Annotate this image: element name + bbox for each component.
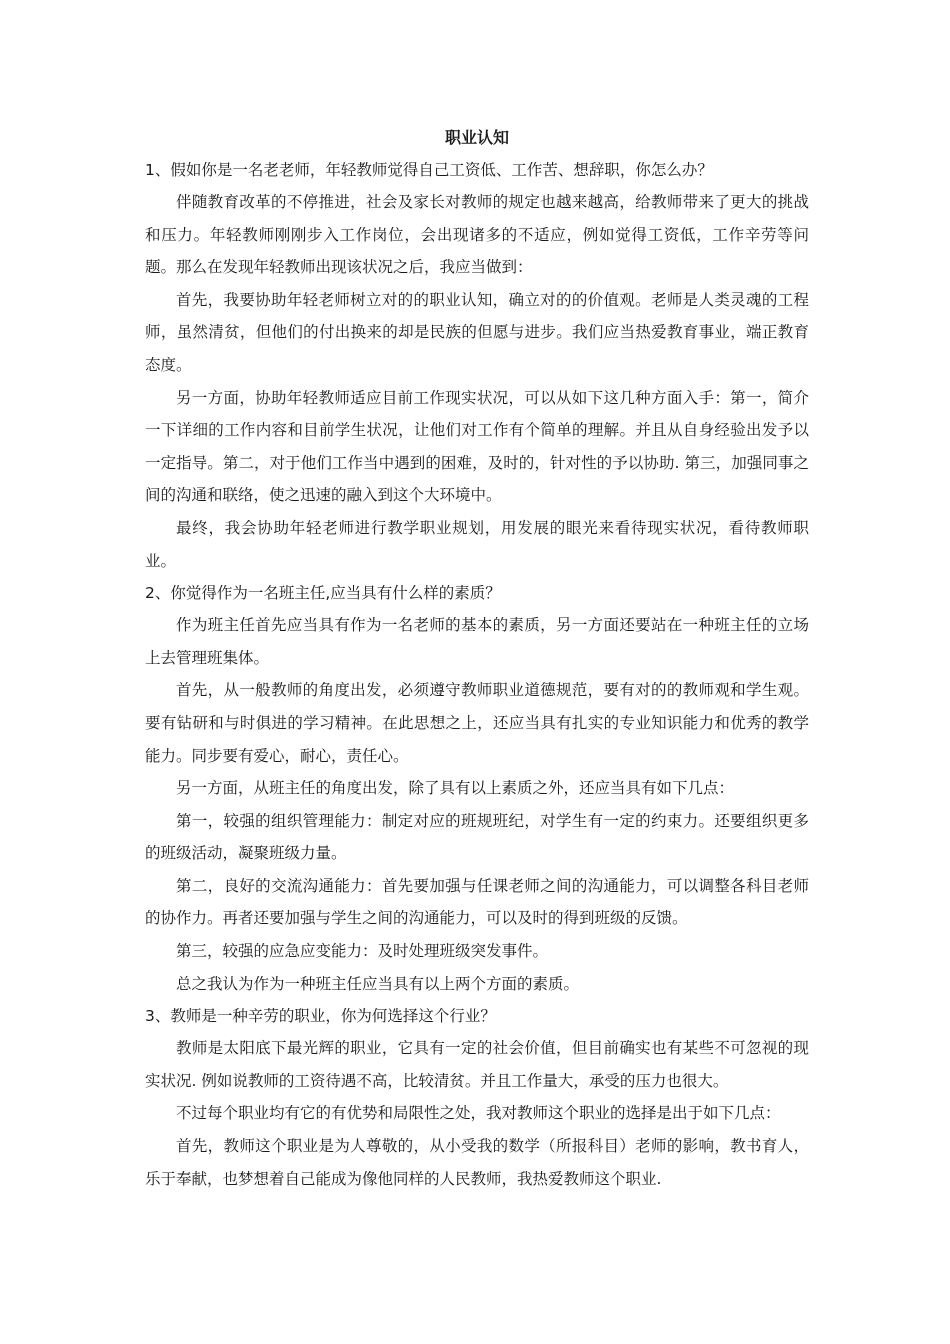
section-3 xyxy=(145,1000,809,1195)
paragraph: 第二，良好的交流沟通能力：首先要加强与任课老师之间的沟通能力，可以调整各科目老师的协作力。再者还要加强与学生之间的沟通能力，可以及时的得到班级的反馈。 xyxy=(145,876,809,928)
question-1: 1、假如你是一名老老师，年轻教师觉得自己工资低、工作苦、想辞职，你怎么办？ xyxy=(145,161,713,179)
paragraph: 另一方面，从班主任的角度出发，除了具有以上素质之外，还应当具有如下几点： xyxy=(176,779,735,798)
paragraph: 不过每个职业均有它的有优势和局限性之处，我对教师这个职业的选择是出于如下几点： xyxy=(176,1104,781,1123)
paragraph: 首先，从一般教师的角度出发，必须遵守教师职业道德规范，要有对的的教师观和学生观。要有钻研和与时俱进的学习精神。在此思想之上，还应当具有扎实的专业知识能力和优秀的教学能力。同步要有爱心，耐心，责任心。 xyxy=(145,681,809,765)
paragraph: 第一，较强的组织管理能力：制定对应的班规班纪，对学生有一定的约束力。还要组织更多的班级活动，凝聚班级力量。 xyxy=(145,811,809,863)
paragraph: 作为班主任首先应当具有作为一名老师的基本的素质，另一方面还要站在一种班主任的立场上去管理班集体。 xyxy=(145,616,809,667)
paragraph: 首先，教师这个职业是为人尊敬的，从小受我的数学（所报科目）老师的影响，教书育人，乐于奉献，也梦想着自己能成为像他同样的人民教师，我热爱教师这个职业. xyxy=(145,1137,809,1188)
paragraph: 教师是太阳底下最光辉的职业，它具有一定的社会价值，但目前确实也有某些不可忽视的现实状况. 例如说教师的工资待遇不高，比较清贫。并且工作量大，承受的压力也很大。 xyxy=(145,1039,809,1090)
document-title: 职业认知 xyxy=(444,128,509,147)
paragraph: 另一方面，协助年轻教师适应目前工作现实状况，可以从如下这几种方面入手：第一，简介一下详细的工作内容和目前学生状况，让他们对工作有个简单的理解。并且从自身经验出发予以一定指导。第二，对于他们工作当中遇到的困难，及时的，针对性的予以协助. 第三，加强同事之间的沟通和联络，使之迅速的融入到这个大环境中。 xyxy=(145,388,809,505)
question-2: 2、你觉得作为一名班主任,应当具有什么样的素质？ xyxy=(145,584,501,603)
paragraph: 伴随教育改革的不停推进，社会及家长对教师的规定也越来越高，给教师带来了更大的挑战和压力。年轻教师刚刚步入工作岗位，会出现诸多的不适应，例如觉得工资低，工作辛劳等问题。那么在发现年轻教师出现该状况之后，我应当做到： xyxy=(145,193,809,277)
question-3: 3、教师是一种辛劳的职业，你为何选择这个行业？ xyxy=(145,1007,496,1026)
document-page xyxy=(145,122,809,1195)
paragraph: 总之我认为作为一种班主任应当具有以上两个方面的素质。 xyxy=(176,974,580,993)
section-2 xyxy=(145,577,809,1000)
paragraph: 首先，我要协助年轻老师树立对的的职业认知，确立对的的价值观。老师是人类灵魂的工程师，虽然清贫，但他们的付出换来的却是民族的但愿与进步。我们应当热爱教育事业，端正教育态度。 xyxy=(145,290,809,374)
section-1 xyxy=(145,154,809,577)
paragraph: 第三，较强的应急应变能力：及时处理班级突发事件。 xyxy=(176,942,549,961)
paragraph: 最终，我会协助年轻老师进行教学职业规划，用发展的眼光来看待现实状况，看待教师职业。 xyxy=(145,518,809,570)
